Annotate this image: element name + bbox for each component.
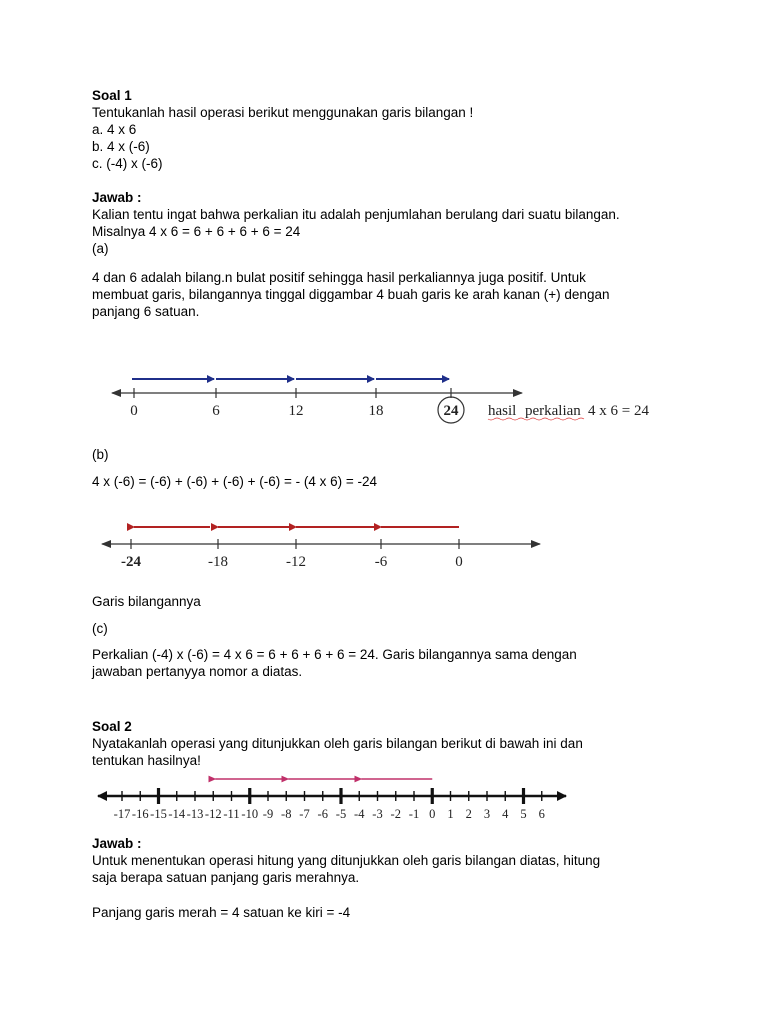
soal1-item-b: b. 4 x (-6) (92, 139, 150, 154)
number-line-b (0, 515, 768, 575)
tick-label: -10 (241, 807, 259, 821)
tick-label: 4 (502, 807, 509, 821)
tick-label: 24 (443, 403, 459, 419)
jawab1-line: (a) (92, 241, 109, 256)
jawab1-title: Jawab : (92, 190, 142, 205)
tick-label: -2 (390, 807, 401, 821)
tick-label: 0 (455, 554, 463, 570)
tick-label: 18 (368, 403, 384, 419)
tick-label: -16 (131, 807, 149, 821)
tick-label: -15 (150, 807, 167, 821)
tick-label: 0 (130, 403, 138, 419)
tick-label: -9 (262, 807, 274, 821)
tick-label: 6 (538, 807, 545, 821)
tick-label: -12 (204, 807, 222, 821)
jawab2-title: Jawab : (92, 836, 142, 851)
number-line-a (0, 360, 768, 430)
caption-rest: 4 x 6 = 24 (588, 403, 649, 419)
tick-label: -8 (281, 807, 292, 821)
tick-label: 2 (465, 807, 472, 821)
part-b-label: (b) (92, 447, 109, 462)
tick-label: -11 (223, 807, 240, 821)
tick-label: -1 (408, 807, 420, 821)
caption-word1: hasil (488, 403, 517, 419)
tick-label: -7 (299, 807, 310, 821)
soal1-item-c: c. (-4) x (-6) (92, 156, 163, 171)
tick-label: -14 (168, 807, 186, 821)
soal2-prompt: Nyatakanlah operasi yang ditunjukkan oleh garis bilangan berikut di bawah ini dan (92, 736, 583, 751)
garis-text: Garis bilangannya (92, 594, 201, 609)
caption-word2: perkalian (525, 403, 581, 419)
tick-label: -12 (286, 554, 306, 570)
part-a-text: 4 dan 6 adalah bilang.n bulat positif sehingga hasil perkaliannya juga positif. Untuk (92, 270, 586, 285)
part-a-text: membuat garis, bilangannya tinggal diggambar 4 buah garis ke arah kanan (+) dengan (92, 287, 610, 302)
tick-label: -13 (186, 807, 204, 821)
soal2-result: Panjang garis merah = 4 satuan ke kiri = -4 (92, 905, 351, 920)
tick-label: 1 (447, 807, 454, 821)
part-a-text: panjang 6 satuan. (92, 304, 200, 319)
jawab1-line: Kalian tentu ingat bahwa perkalian itu adalah penjumlahan berulang dari suatu bilangan. (92, 207, 620, 222)
jawab1-line: Misalnya 4 x 6 = 6 + 6 + 6 + 6 = 24 (92, 224, 301, 239)
jawab2-line: saja berapa satuan panjang garis merahnya. (92, 870, 360, 885)
tick-label: -4 (354, 807, 365, 821)
tick-label: 6 (212, 403, 220, 419)
tick-label: -18 (208, 554, 228, 570)
tick-label: -17 (113, 807, 131, 821)
tick-label: -5 (335, 807, 347, 821)
tick-label: 5 (520, 807, 527, 821)
tick-label: 3 (483, 807, 491, 821)
soal1-prompt: Tentukanlah hasil operasi berikut menggunakan garis bilangan ! (92, 105, 474, 120)
tick-label: -3 (372, 807, 383, 821)
tick-label: 0 (429, 807, 436, 821)
soal2-title: Soal 2 (92, 719, 132, 734)
number-line-soal2 (0, 770, 768, 830)
part-c-label: (c) (92, 621, 108, 636)
tick-label: -6 (317, 807, 328, 821)
tick-label: -24 (121, 554, 141, 570)
jawab2-line: Untuk menentukan operasi hitung yang ditunjukkan oleh garis bilangan diatas, hitung (92, 853, 601, 868)
part-c-text: jawaban pertanyya nomor a diatas. (92, 664, 303, 679)
part-c-text: Perkalian (-4) x (-6) = 4 x 6 = 6 + 6 + 6 + 6 = 24. Garis bilangannya sama dengan (92, 647, 577, 662)
soal1-item-a: a. 4 x 6 (92, 122, 137, 137)
soal2-prompt: tentukan hasilnya! (92, 753, 201, 768)
tick-label: 12 (288, 403, 304, 419)
part-b-equation: 4 x (-6) = (-6) + (-6) + (-6) + (-6) = - (4 x 6) = -24 (92, 474, 378, 489)
soal1-title: Soal 1 (92, 88, 132, 103)
tick-label: -6 (374, 554, 388, 570)
